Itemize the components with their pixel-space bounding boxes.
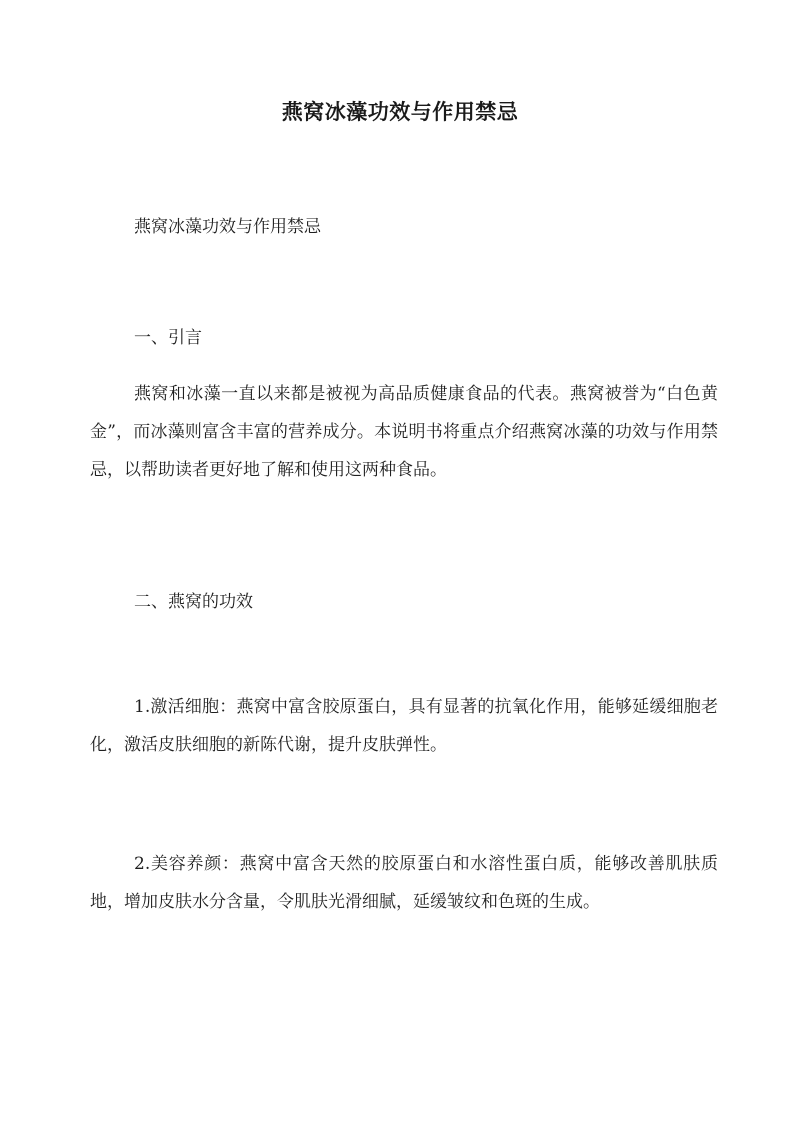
section-heading-introduction: 一、引言: [134, 328, 202, 348]
intro-paragraph: 燕窝和冰藻一直以来都是被视为高品质健康食品的代表。燕窝被誉为“白色黄金”，而冰藻则富含丰富的营养成分。本说明书将重点介绍燕窝冰藻的功效与作用禁忌，以帮助读者更好地了解和使用这两种食品。: [90, 384, 718, 480]
benefit-item-beauty: 2.美容养颜：燕窝中富含天然的胶原蛋白和水溶性蛋白质，能够改善肌肤质地，增加皮肤水分含量，令肌肤光滑细腻，延缓皱纹和色斑的生成。: [90, 854, 718, 912]
benefit-item-activate-cells: 1.激活细胞：燕窝中富含胶原蛋白，具有显著的抗氧化作用，能够延缓细胞老化，激活皮肤细胞的新陈代谢，提升皮肤弹性。: [90, 697, 718, 755]
section-heading-bird-nest-benefits: 二、燕窝的功效: [134, 592, 253, 612]
document-subtitle: 燕窝冰藻功效与作用禁忌: [134, 217, 321, 237]
page-title: 燕窝冰藻功效与作用禁忌: [281, 99, 519, 124]
